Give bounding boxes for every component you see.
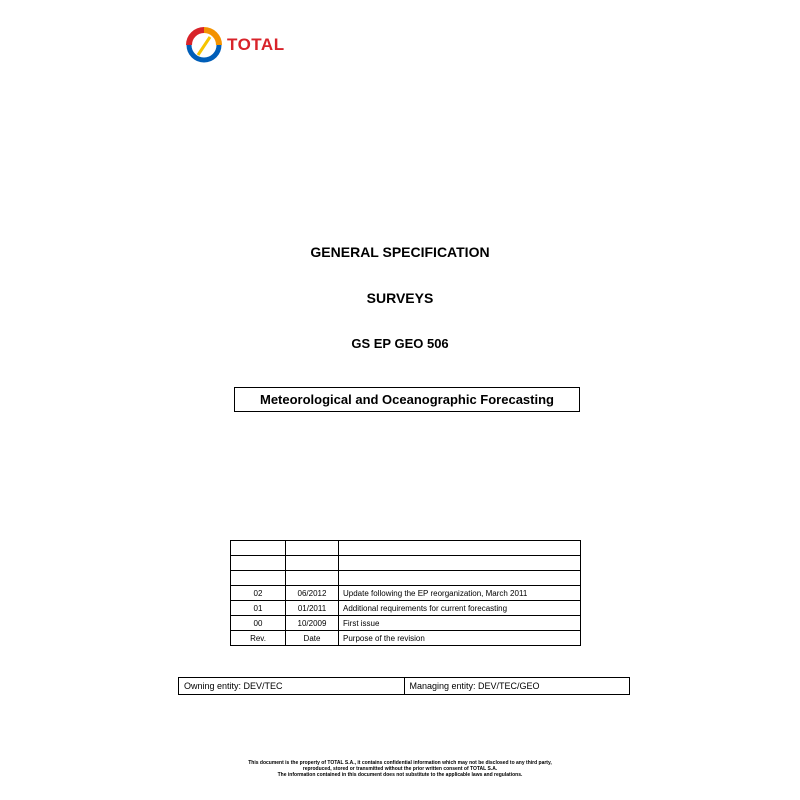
- table-row: [231, 541, 581, 556]
- date-cell: [286, 571, 339, 586]
- table-row: [179, 678, 630, 695]
- document-reference: GS EP GEO 506: [351, 336, 449, 351]
- date-cell: 10/2009: [286, 616, 339, 631]
- rev-cell: 00: [231, 616, 286, 631]
- document-title: GENERAL SPECIFICATION: [310, 244, 490, 260]
- table-row: [231, 556, 581, 571]
- company-name: TOTAL: [227, 35, 285, 54]
- date-column-header: Date: [286, 631, 339, 646]
- footer-line: reproduced, stored or transmitted without the prior written consent of TOTAL S.A.: [302, 766, 498, 772]
- rev-cell: [231, 571, 286, 586]
- table-header-row: [231, 631, 581, 646]
- purpose-cell: First issue: [339, 616, 581, 631]
- table-row: [231, 586, 581, 601]
- purpose-column-header: Purpose of the revision: [339, 631, 581, 646]
- document-name-box: [234, 387, 580, 412]
- table-row: [231, 601, 581, 616]
- rev-column-header: Rev.: [231, 631, 286, 646]
- purpose-cell: Additional requirements for current forecasting: [339, 601, 581, 616]
- rev-cell: [231, 541, 286, 556]
- entities-table: [178, 677, 630, 695]
- date-cell: 06/2012: [286, 586, 339, 601]
- date-cell: [286, 556, 339, 571]
- date-cell: [286, 541, 339, 556]
- document-subject: SURVEYS: [366, 290, 434, 306]
- table-row: [231, 571, 581, 586]
- purpose-cell: [339, 541, 581, 556]
- table-row: [231, 616, 581, 631]
- rev-cell: 01: [231, 601, 286, 616]
- purpose-cell: Update following the EP reorganization, March 2011: [339, 586, 581, 601]
- footer-line: This document is the property of TOTAL S.A., it contains confidential information which may not be disclosed to any third party,: [248, 760, 552, 766]
- date-cell: 01/2011: [286, 601, 339, 616]
- purpose-cell: [339, 571, 581, 586]
- rev-cell: 02: [231, 586, 286, 601]
- owning-entity: Owning entity: DEV/TEC: [179, 678, 405, 695]
- footer-line: The information contained in this document does not substitute to the applicable laws and regulations.: [277, 772, 523, 778]
- confidentiality-footer: [0, 760, 800, 778]
- document-name: Meteorological and Oceanographic Forecasting: [259, 392, 554, 407]
- revision-table: [230, 540, 581, 646]
- total-logo-icon: [184, 25, 224, 65]
- company-logo: [184, 25, 285, 65]
- rev-cell: [231, 556, 286, 571]
- managing-entity: Managing entity: DEV/TEC/GEO: [404, 678, 630, 695]
- purpose-cell: [339, 556, 581, 571]
